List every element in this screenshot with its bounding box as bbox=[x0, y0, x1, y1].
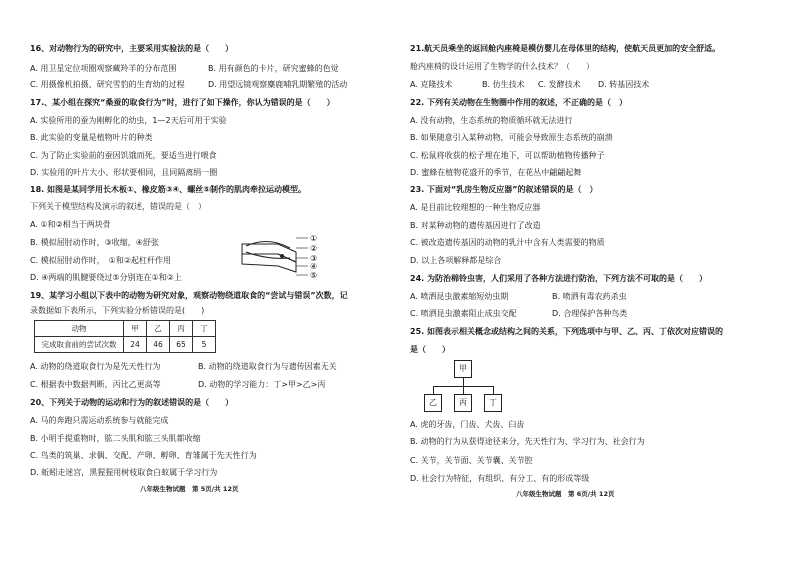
diagram-label-5: ⑤ bbox=[310, 271, 318, 280]
muscle-model-diagram bbox=[238, 232, 330, 280]
q19-table bbox=[34, 320, 216, 353]
q19-option-a[interactable]: A. 动物的绕道取食行为是先天性行为 bbox=[30, 362, 161, 371]
q18-option-c[interactable]: C. 模拟屈肘动作时， ①和②起杠杆作用 bbox=[30, 256, 172, 265]
q25-stem-2: 是（ ） bbox=[410, 345, 450, 354]
q18-option-d[interactable]: D. ④两端的肌腱要绕过⑤分别连在①和②上 bbox=[30, 273, 182, 282]
q19-option-b[interactable]: B. 动物的绕道取食行为与遗传因素无关 bbox=[198, 362, 337, 371]
q21-option-a[interactable]: A. 克隆技术 bbox=[410, 80, 453, 89]
q20-option-a[interactable]: A. 马的奔跑只需运动系统参与就能完成 bbox=[30, 416, 169, 425]
q16-option-c[interactable]: C. 用摄像机拍摄、研究雪豹的生育幼的过程 bbox=[30, 80, 185, 89]
table-cell: 乙 bbox=[147, 321, 170, 337]
q21-stem-2: 舱内座椅的设计运用了生物学的什么技术？（ ） bbox=[410, 62, 594, 71]
q25-option-d[interactable]: D. 社会行为特征，有组织、有分工、有的形成等级 bbox=[410, 474, 590, 483]
table-row bbox=[35, 337, 216, 353]
q21-option-c[interactable]: C. 发酵技术 bbox=[538, 80, 581, 89]
table-cell: 动物 bbox=[35, 321, 124, 337]
q25-option-c[interactable]: C. 关节，关节面、关节囊、关节腔 bbox=[410, 456, 533, 465]
diagram-label-1: ① bbox=[310, 234, 318, 243]
concept-tree-diagram bbox=[424, 360, 514, 408]
q22-stem: 22. 下列有关动物在生物圈中作用的叙述，不正确的是（ ） bbox=[410, 98, 627, 107]
q23-option-b[interactable]: B. 对某种动物的遗传基因进行了改造 bbox=[410, 221, 541, 230]
q22-option-b[interactable]: B. 如果随意引入某种动物，可能会导致原生态系统的崩溃 bbox=[410, 133, 613, 142]
tree-node-c: 丁 bbox=[484, 394, 502, 412]
q19-option-c[interactable]: C. 根据表中数据判断，丙比乙更高等 bbox=[30, 380, 161, 389]
table-cell: 5 bbox=[193, 337, 216, 353]
q18-option-a[interactable]: A. ①和②相当于两块骨 bbox=[30, 220, 111, 229]
q23-option-a[interactable]: A. 是目前比较理想的一种生物反应器 bbox=[410, 203, 541, 212]
q16-option-a[interactable]: A. 用卫星定位项圈观察藏羚羊的分布范围 bbox=[30, 64, 177, 73]
q24-option-a[interactable]: A. 喷洒昆虫激素缩短幼虫期 bbox=[410, 292, 509, 301]
q25-stem: 25. 如图表示相关概念或结构之间的关系，下列选项中与甲、乙、丙、丁依次对应错误的 bbox=[410, 327, 723, 336]
q16-option-d[interactable]: D. 用望远镜观察麋鹿哺乳期繁殖的活动 bbox=[208, 80, 348, 89]
q18-option-b[interactable]: B. 模拟屈肘动作时，③收缩，④舒张 bbox=[30, 238, 159, 247]
q23-option-c[interactable]: C. 被改造遗传基因的动物的乳汁中含有人类需要的物质 bbox=[410, 238, 605, 247]
q24-stem: 24. 为防治棉铃虫害，人们采用了各种方法进行防治，下列方法不可取的是（ ） bbox=[410, 274, 707, 283]
q20-option-b[interactable]: B. 小明手提重物时，肱二头肌和肱三头肌都收缩 bbox=[30, 434, 201, 443]
table-cell: 46 bbox=[147, 337, 170, 353]
q16-option-b[interactable]: B. 用有颜色的卡片，研究蜜蜂的色觉 bbox=[208, 64, 339, 73]
left-page-footer: 八年级生物试题 第 5页/共 12页 bbox=[140, 485, 239, 493]
q22-option-d[interactable]: D. 蜜蜂在植物花盛开的季节，在花丛中翩翩起舞 bbox=[410, 168, 582, 177]
q22-option-c[interactable]: C. 松鼠将收获的松子埋在地下，可以帮助植物传播种子 bbox=[410, 151, 605, 160]
q17-option-b[interactable]: B. 此实验的变量是植物叶片的种类 bbox=[30, 133, 153, 142]
right-page bbox=[410, 0, 782, 562]
q24-option-d[interactable]: D. 合理保护各种鸟类 bbox=[552, 309, 628, 318]
q25-option-a[interactable]: A. 虎的牙齿，门齿、犬齿、臼齿 bbox=[410, 420, 525, 429]
table-cell: 24 bbox=[124, 337, 147, 353]
q17-option-a[interactable]: A. 实验所用的蚕为刚孵化的幼虫，1—2天后可用于实验 bbox=[30, 116, 227, 125]
q16-stem: 16、对动物行为的研究中，主要采用实验法的是（ ） bbox=[30, 44, 234, 53]
table-header-row bbox=[35, 321, 216, 337]
diagram-label-3: ③ bbox=[310, 254, 318, 263]
q17-stem: 17.、某小组在探究“桑蚕的取食行为”时，进行了如下操作，你认为错误的是（ ） bbox=[30, 98, 335, 107]
table-cell: 65 bbox=[170, 337, 193, 353]
table-cell: 丙 bbox=[170, 321, 193, 337]
q17-option-d[interactable]: D. 实验用的叶片大小、形状要相同，且同隔离绢一圈 bbox=[30, 168, 218, 177]
diagram-label-4: ④ bbox=[310, 262, 318, 271]
q22-option-a[interactable]: A. 没有动物，生态系统的物质循环就无法进行 bbox=[410, 116, 573, 125]
q25-option-b[interactable]: B. 动物的行为从获得途径来分，先天性行为、学习行为、社会行为 bbox=[410, 437, 645, 446]
q19-stem-2: 录数据如下表所示，下列实验分析错误的是( ) bbox=[30, 306, 205, 315]
q21-stem: 21.航天员乘坐的返回舱内座椅是模仿婴儿在母体里的结构，使航天员更加的安全舒适。 bbox=[410, 44, 721, 53]
q21-option-d[interactable]: D. 转基因技术 bbox=[598, 80, 650, 89]
q20-option-d[interactable]: D. 蚯蚓走迷宫，黑猩猩用树枝取食白蚁属于学习行为 bbox=[30, 468, 218, 477]
q23-stem: 23. 下面对“乳房生物反应器”的叙述错误的是（ ） bbox=[410, 185, 598, 194]
tree-node-b: 丙 bbox=[454, 394, 472, 412]
table-cell: 甲 bbox=[124, 321, 147, 337]
right-page-footer: 八年级生物试题 第 6页/共 12页 bbox=[516, 490, 615, 498]
q18-stem-2: 下列关于模型结构及演示的叙述，错误的是（ ） bbox=[30, 202, 206, 211]
q19-option-d[interactable]: D. 动物的学习能力：丁>甲>乙>丙 bbox=[198, 380, 326, 389]
q24-option-b[interactable]: B. 喷洒有毒农药杀虫 bbox=[552, 292, 627, 301]
tree-node-a: 乙 bbox=[424, 394, 442, 412]
left-page bbox=[30, 0, 390, 562]
q18-stem: 18. 如图是某同学用长木板①、橡皮筋③④、螺丝⑤制作的肌肉牵拉运动模型。 bbox=[30, 185, 307, 194]
q19-stem: 19、某学习小组以下表中的动物为研究对象，观察动物绕道取食的“尝试与错误”次数，记 bbox=[30, 291, 348, 300]
q21-option-b[interactable]: B. 仿生技术 bbox=[482, 80, 525, 89]
table-cell: 完成取食前的尝试次数 bbox=[35, 337, 124, 353]
q17-option-c[interactable]: C. 为了防止实验前的蚕因饥饿而死，要适当进行喂食 bbox=[30, 151, 217, 160]
q24-option-c[interactable]: C. 喷洒昆虫激素阻止成虫交配 bbox=[410, 309, 517, 318]
diagram-label-2: ② bbox=[310, 244, 318, 253]
tree-node-top: 甲 bbox=[454, 360, 472, 378]
q20-stem: 20、下列关于动物的运动和行为的叙述错误的是（ ） bbox=[30, 398, 234, 407]
q20-option-c[interactable]: C. 鸟类的筑巢、求偶、交配、产卵、孵卵、育雏属于先天性行为 bbox=[30, 451, 257, 460]
table-cell: 丁 bbox=[193, 321, 216, 337]
q23-option-d[interactable]: D. 以上各项解释都是综合 bbox=[410, 256, 502, 265]
